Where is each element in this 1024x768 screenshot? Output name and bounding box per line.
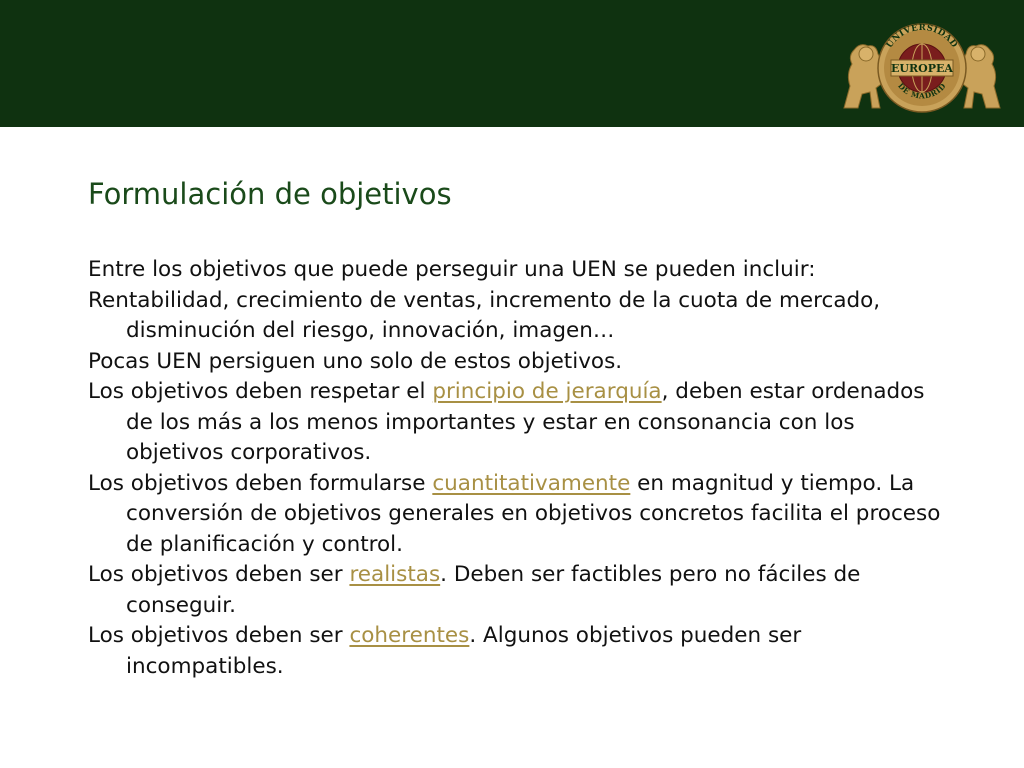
paragraph-6-before: Los objetivos deben ser: [88, 562, 350, 587]
paragraph-5: [88, 469, 948, 561]
header-band: [0, 0, 1024, 127]
paragraph-7: [88, 621, 948, 682]
slide-body: [88, 255, 948, 682]
paragraph-4-after: , deben estar ordenados de los más a los menos importantes y estar en consonancia con los objetivos corporativos.: [126, 379, 925, 465]
paragraph-4-before: Los objetivos deben respetar el: [88, 379, 433, 404]
paragraph-3-text: Pocas UEN persiguen uno solo de estos objetivos.: [88, 348, 623, 374]
link-realistas[interactable]: realistas: [349, 562, 441, 587]
logo-top-text: UNIVERSIDAD: [884, 22, 960, 51]
paragraph-1-text: Entre los objetivos que puede perseguir una UEN se pueden incluir:: [88, 257, 816, 282]
slide-title: Formulación de objetivos: [88, 177, 452, 211]
paragraph-3: [88, 347, 948, 378]
paragraph-2: [88, 286, 948, 347]
paragraph-1: [88, 255, 948, 286]
link-coherentes[interactable]: coherentes: [349, 623, 470, 648]
paragraph-6: [88, 560, 948, 621]
paragraph-5-before: Los objetivos deben formularse: [88, 470, 433, 496]
logo-bottom-text: DE MADRID: [896, 81, 948, 101]
paragraph-6-after: . Deben ser factibles pero no fáciles de conseguir.: [126, 562, 861, 618]
paragraph-7-before: Los objetivos deben ser: [88, 623, 350, 648]
paragraph-5-after: en magnitud y tiempo. La conversión de objetivos generales en objetivos concretos facilita el proceso de planificación y control.: [126, 470, 941, 557]
link-cuantitativamente[interactable]: cuantitativamente: [432, 470, 631, 496]
university-crest-logo: [836, 16, 1008, 116]
paragraph-2-text: Rentabilidad, crecimiento de ventas, incremento de la cuota de mercado, disminución del riesgo, innovación, imagen…: [88, 287, 881, 343]
paragraph-7-after: . Algunos objetivos pueden ser incompatibles.: [126, 623, 802, 679]
link-principio-de-jerarquia[interactable]: principio de jerarquía: [432, 379, 662, 404]
logo-middle-text: EUROPEA: [891, 62, 953, 75]
paragraph-4: [88, 377, 948, 469]
